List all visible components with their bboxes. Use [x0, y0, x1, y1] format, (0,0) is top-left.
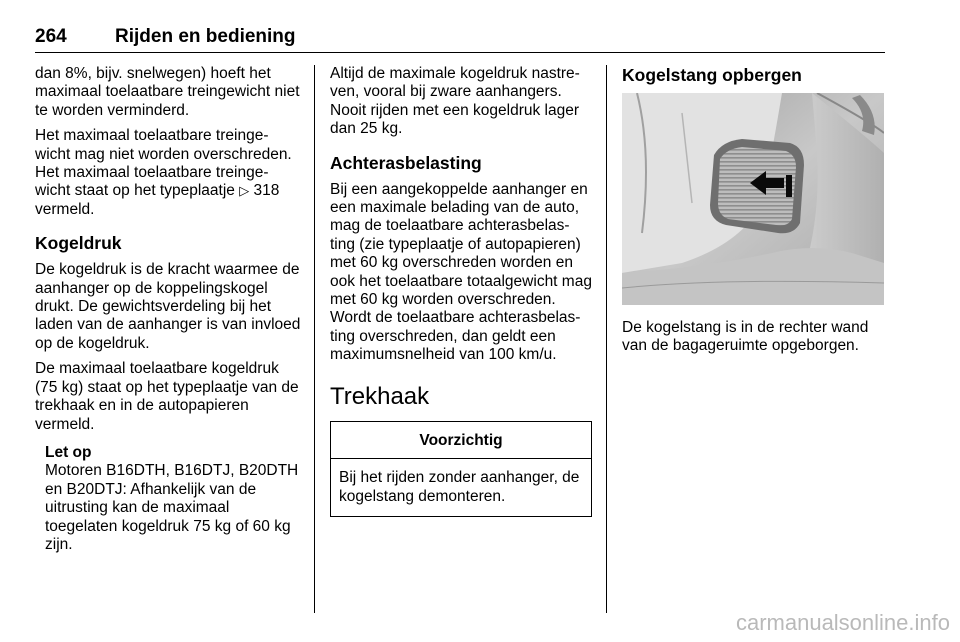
- illustration-caption: De kogelstang is in de rechter wand van de bagageruimte opgeborgen.: [622, 319, 869, 355]
- section-heading-kogelstang-opbergen: Kogelstang opbergen: [622, 65, 802, 85]
- caution-text: Bij het rijden zonder aanhanger, de kogelstang demonteren.: [339, 469, 580, 505]
- paragraph: Bij een aangekoppelde aanhanger en een maximale belading van de auto, mag de toelaatbare achterasbelas-ting (zie typeplaatje of autopapieren) met 60 kg overschreden worden en ook het toelaatbare totaalgewicht mag met 60 kg worden overschreden. Wordt de toelaatbare achterasbelas-ting overschreden, dan geldt een maximumsnelheid van 100 km/u.: [330, 180, 592, 364]
- note-title: Let op: [45, 443, 92, 461]
- page-number: 264: [35, 26, 67, 47]
- cross-reference-icon: ▷: [239, 183, 250, 199]
- paragraph: De maximaal toelaatbare kogeldruk (75 kg) staat op het typeplaatje van de trekhaak en in de autopapieren vermeld.: [35, 360, 299, 433]
- note-text: Motoren B16DTH, B16DTJ, B20DTH en B20DTJ: Afhankelijk van de uitrusting kan de maximaal toegelaten kogeldruk 75 kg of 60 kg zijn.: [45, 462, 299, 553]
- paragraph: dan 8%, bijv. snelwegen) hoeft het maximaal toelaatbare treingewicht niet te worden verminderd.: [35, 65, 300, 119]
- watermark-text: carmanualsonline.info: [735, 610, 950, 635]
- page-reference: 318: [253, 182, 280, 200]
- page-header: [35, 26, 885, 53]
- paragraph: Altijd de maximale kogeldruk nastre-ven, vooral bij zware aanhangers. Nooit rijden met een kogeldruk lager dan 25 kg.: [330, 65, 580, 138]
- column-divider: [606, 65, 607, 613]
- column-divider: [314, 65, 315, 613]
- section-heading-achterasbelasting: Achterasbelasting: [330, 152, 482, 173]
- paragraph-text: vermeld.: [35, 200, 95, 218]
- section-heading-trekhaak: Trekhaak: [330, 382, 430, 410]
- note-box: [45, 444, 303, 554]
- trunk-storage-illustration: [622, 93, 884, 305]
- section-heading-kogeldruk: Kogeldruk: [35, 233, 122, 254]
- caution-title: Voorzichtig: [331, 422, 591, 459]
- caution-box: [330, 421, 592, 517]
- paragraph: [35, 127, 303, 219]
- column-middle: [330, 65, 592, 517]
- paragraph-text: Het maximaal toelaatbare treinge-wicht mag niet worden overschreden. Het maximaal toelaatbare treinge-wicht staat op het typeplaatje: [35, 127, 292, 200]
- column-right: [622, 65, 884, 363]
- paragraph: De kogeldruk is de kracht waarmee de aanhanger op de koppelingskogel drukt. De gewichtsverdeling bij het laden van de aanhanger is van invloed op de kogeldruk.: [35, 261, 301, 352]
- chapter-title: Rijden en bediening: [115, 26, 296, 47]
- column-left: [35, 65, 303, 554]
